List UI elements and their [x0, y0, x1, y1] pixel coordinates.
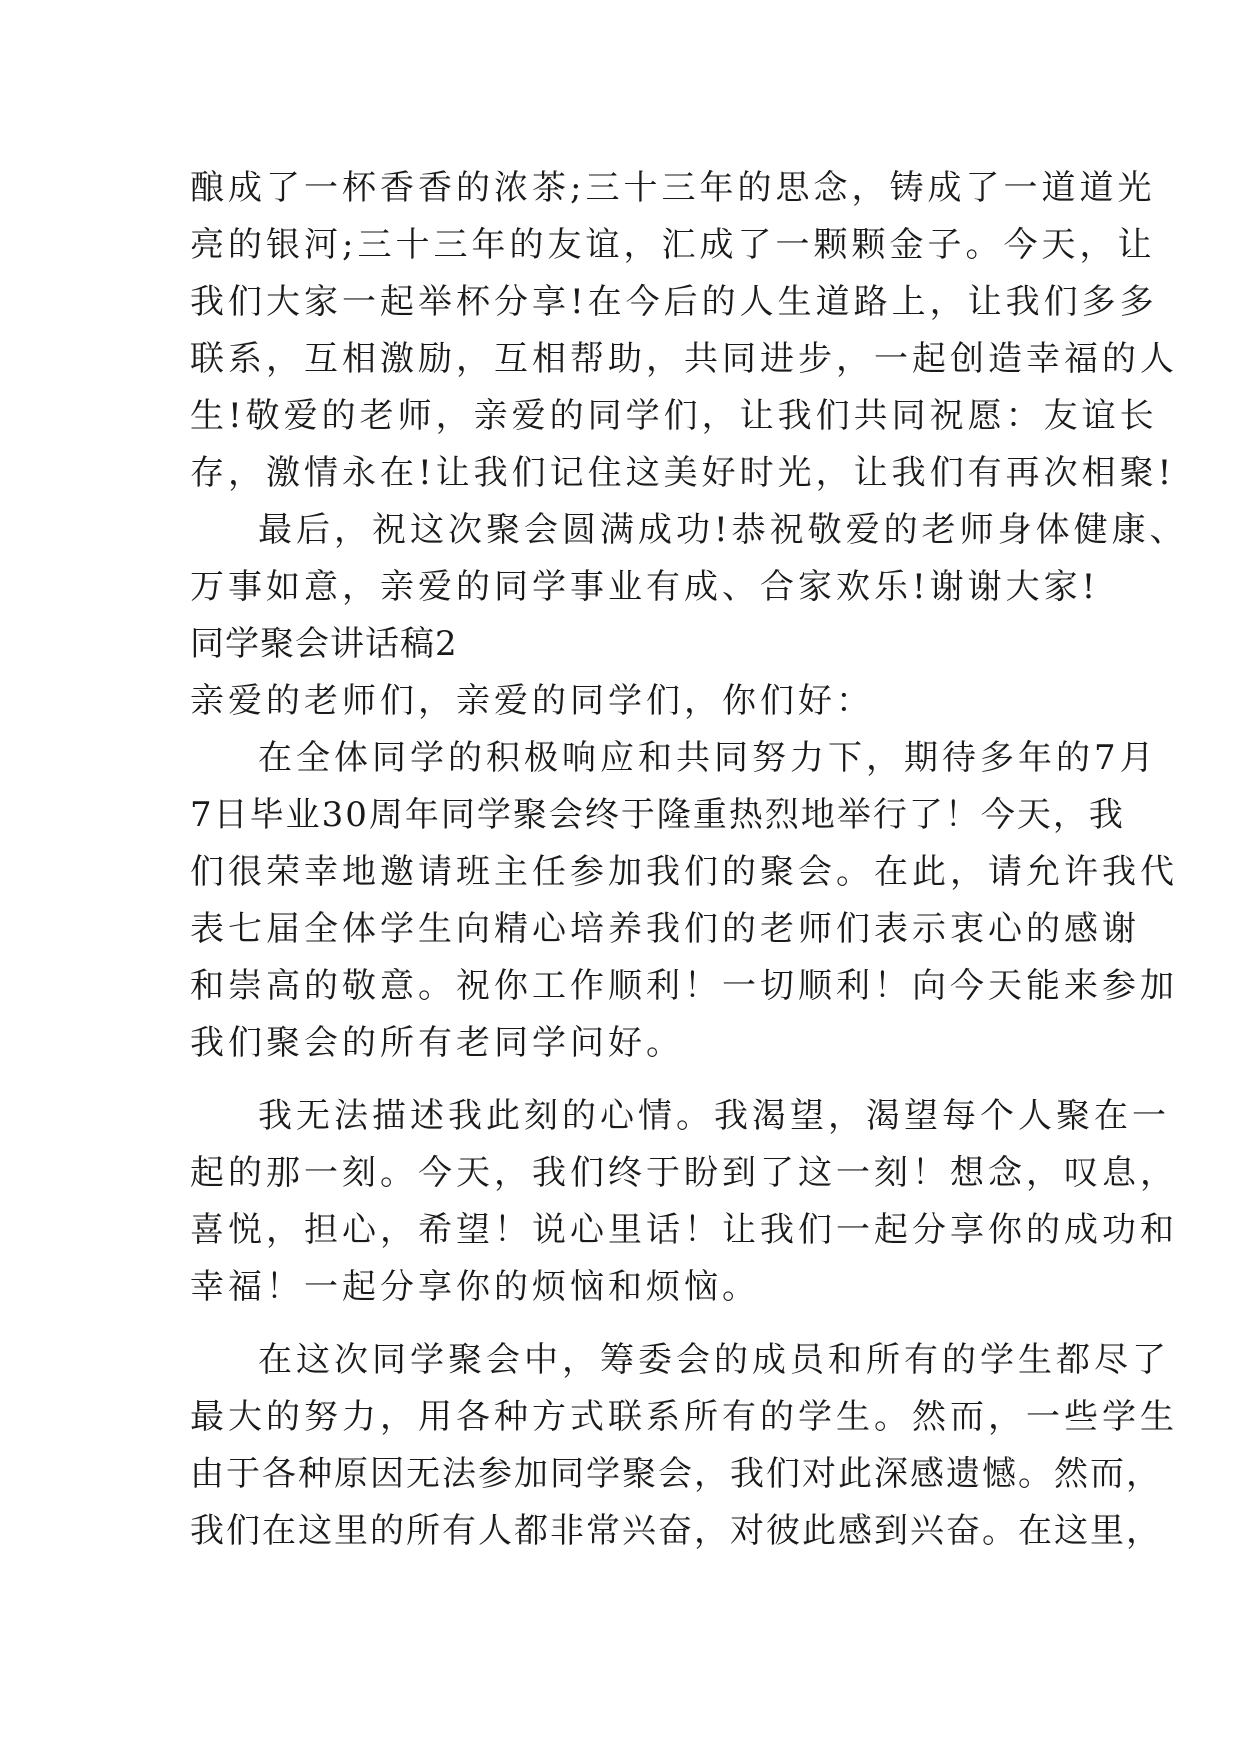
text-line: 起的那一刻。今天，我们终于盼到了这一刻！想念，叹息，: [190, 1153, 1178, 1193]
section-heading: 同学聚会讲话稿2: [190, 624, 458, 664]
text-line: 由于各种原因无法参加同学聚会，我们对此深感遗憾。然而，: [190, 1454, 1162, 1494]
text-line: 喜悦，担心，希望！说心里话！让我们一起分享你的成功和: [190, 1210, 1178, 1250]
text-line: 和崇高的敬意。祝你工作顺利！一切顺利！向今天能来参加: [190, 966, 1178, 1006]
text-line: 酿成了一杯香香的浓茶;三十三年的思念，铸成了一道道光: [190, 168, 1156, 208]
text-line: 我们聚会的所有老同学问好。: [190, 1023, 684, 1063]
text-line: 我们在这里的所有人都非常兴奋，对彼此感到兴奋。在这里，: [190, 1511, 1162, 1551]
text-line: 在这次同学聚会中，筹委会的成员和所有的学生都尽了: [258, 1340, 1170, 1380]
text-line: 表七届全体学生向精心培养我们的老师们表示衷心的感谢: [190, 909, 1140, 949]
text-line: 们很荣幸地邀请班主任参加我们的聚会。在此，请允许我代: [190, 852, 1178, 892]
text-line: 存，激情永在!让我们记住这美好时光，让我们有再次相聚!: [190, 453, 1176, 493]
text-line: 最大的努力，用各种方式联系所有的学生。然而，一些学生: [190, 1397, 1178, 1437]
text-line: 在全体同学的积极响应和共同努力下，期待多年的7月: [258, 738, 1158, 778]
text-line: 我无法描述我此刻的心情。我渴望，渴望每个人聚在一: [258, 1096, 1170, 1136]
text-line: 亮的银河;三十三年的友谊，汇成了一颗颗金子。今天，让: [190, 225, 1156, 265]
text-line: 最后，祝这次聚会圆满成功!恭祝敬爱的老师身体健康、: [258, 510, 1188, 550]
salutation: 亲爱的老师们，亲爱的同学们，你们好：: [190, 681, 874, 721]
text-line: 生!敬爱的老师，亲爱的同学们，让我们共同祝愿：友谊长: [190, 396, 1158, 436]
text-line: 我们大家一起举杯分享!在今后的人生道路上，让我们多多: [190, 282, 1158, 322]
text-line: 7日毕业30周年同学聚会终于隆重热烈地举行了！今天，我: [190, 795, 1125, 835]
text-line: 联系，互相激励，互相帮助，共同进步，一起创造幸福的人: [190, 339, 1178, 379]
text-line: 万事如意，亲爱的同学事业有成、合家欢乐!谢谢大家!: [190, 567, 1100, 607]
text-line: 幸福！一起分享你的烦恼和烦恼。: [190, 1267, 760, 1307]
